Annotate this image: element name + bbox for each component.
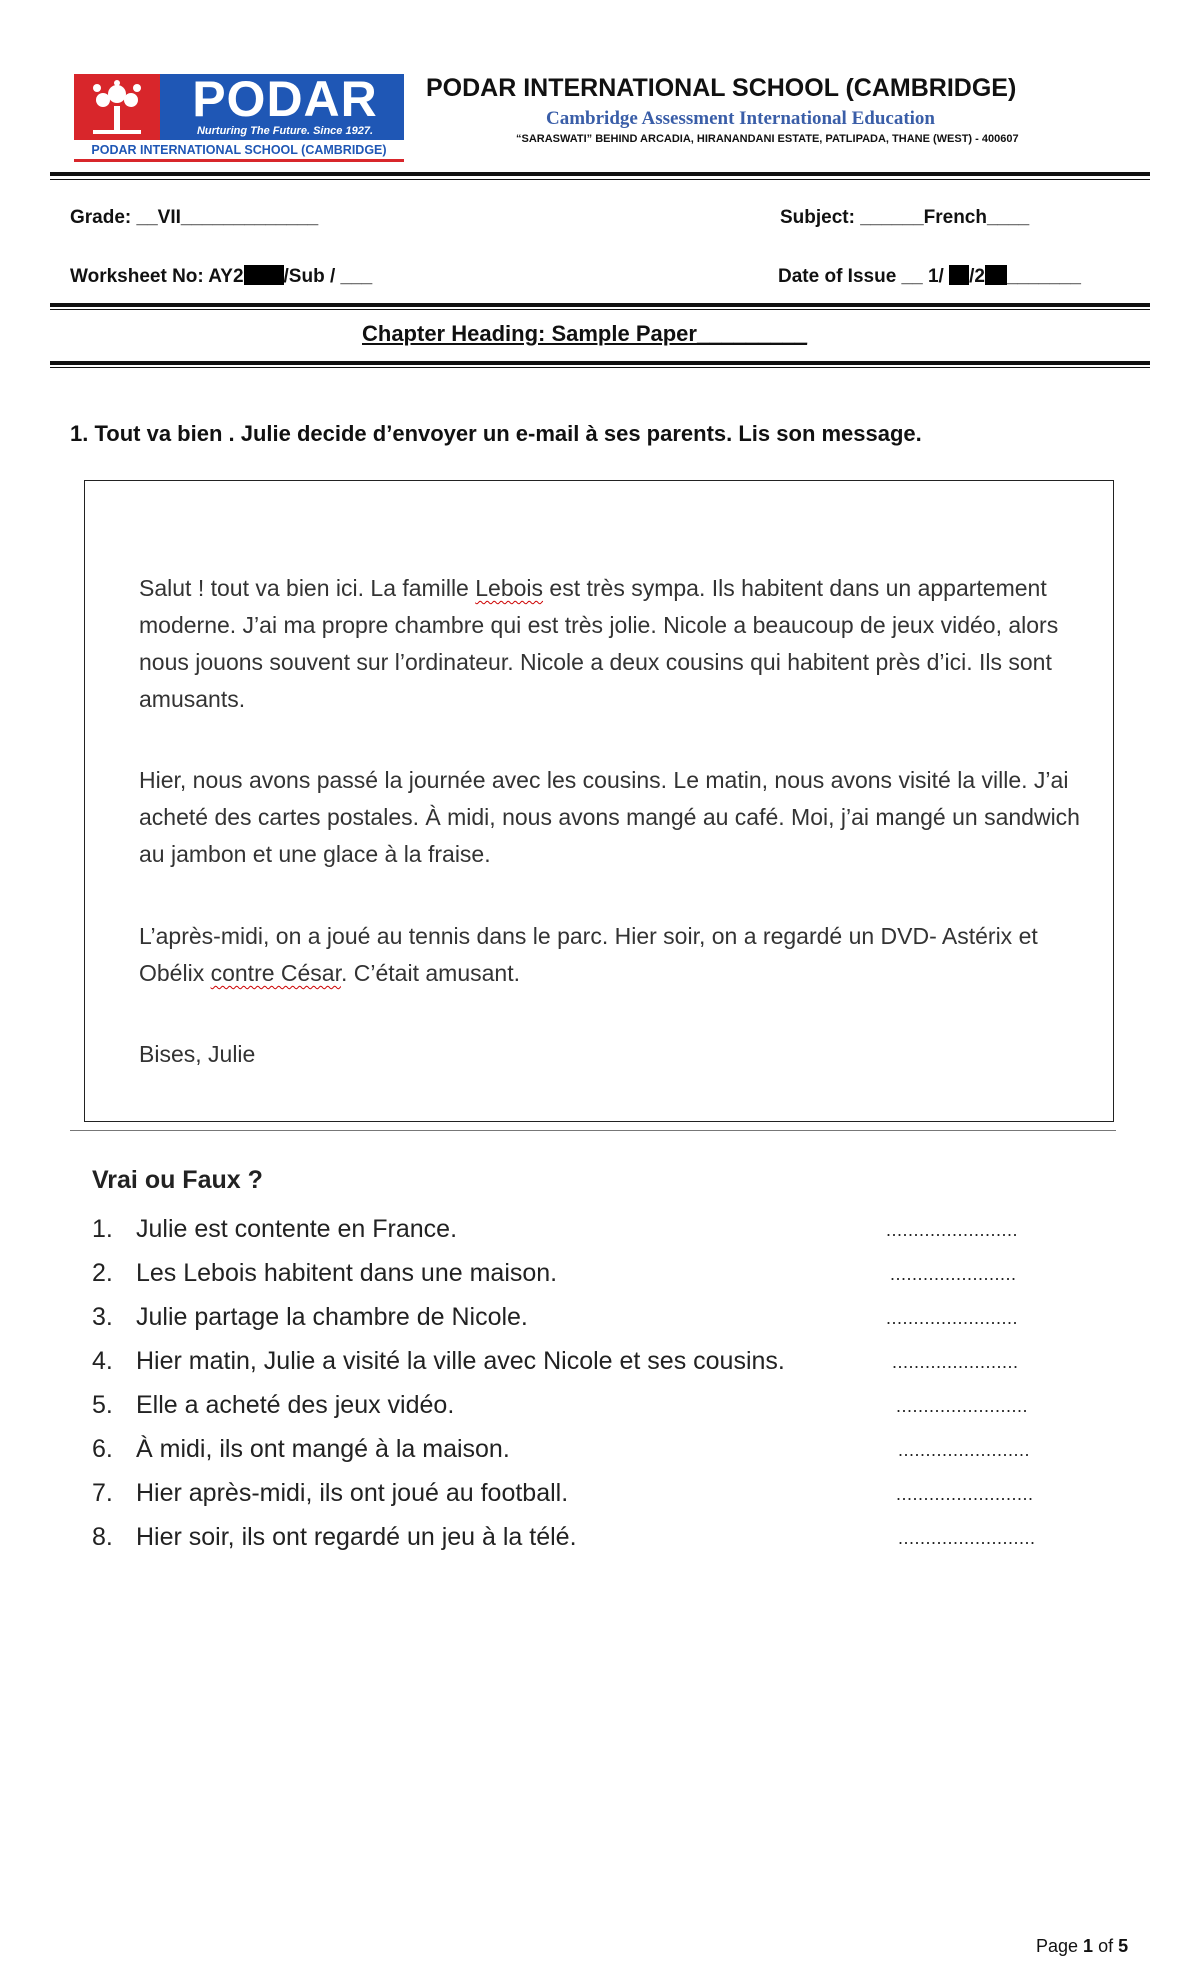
list-item bbox=[92, 1303, 528, 1332]
spellcheck-phrase: contre César bbox=[210, 960, 341, 986]
answer-blank[interactable]: ........................ bbox=[896, 1396, 1029, 1416]
chapter-divider bbox=[50, 361, 1150, 365]
item-statement: Elle a acheté des jeux vidéo. bbox=[136, 1391, 455, 1419]
current-page: 1 bbox=[1083, 1936, 1094, 1956]
redaction-block bbox=[949, 265, 969, 285]
subject-field: Subject: ______French____ bbox=[780, 207, 1030, 228]
email-paragraph-1 bbox=[139, 570, 1099, 718]
exam-board: Cambridge Assessment International Education bbox=[546, 108, 935, 129]
chapter-divider-thin bbox=[50, 367, 1150, 368]
list-item bbox=[92, 1215, 457, 1244]
list-item bbox=[92, 1523, 577, 1552]
answer-blank[interactable]: ......................... bbox=[896, 1484, 1034, 1504]
email-paragraph-3 bbox=[139, 918, 1099, 992]
list-item bbox=[92, 1347, 785, 1376]
answer-blank[interactable]: ........................ bbox=[886, 1220, 1019, 1240]
item-statement: Julie est contente en France. bbox=[136, 1215, 458, 1243]
chapter-heading-trail: _________ bbox=[696, 321, 808, 346]
spellcheck-word: Lebois bbox=[475, 575, 544, 601]
item-statement: Hier matin, Julie a visité la ville avec Nicole et ses cousins. bbox=[136, 1347, 785, 1375]
answer-blank[interactable]: ......................... bbox=[898, 1528, 1036, 1548]
header-divider-thin bbox=[50, 179, 1150, 180]
logo-wordmark: PODAR bbox=[192, 71, 378, 127]
answer-blank[interactable]: ........................ bbox=[886, 1308, 1019, 1328]
email-paragraph-1-end: est très sympa. Ils habitent dans un appartement moderne. J’ai ma propre chambre qui est très jolie. Nicole a beaucoup de jeux vidéo, alors nous jouons souvent sur l’ordinateur. Nicole a deux cousins qui habitent près d’ici. Ils sont amusants. bbox=[139, 575, 1059, 712]
worksheet-number-suffix: /Sub / ___ bbox=[283, 266, 373, 287]
fields-divider-thin bbox=[50, 309, 1150, 310]
list-item bbox=[92, 1259, 557, 1288]
answer-blank[interactable]: ....................... bbox=[892, 1352, 1019, 1372]
answer-blank[interactable]: ........................ bbox=[898, 1440, 1031, 1460]
item-statement: Hier soir, ils ont regardé un jeu à la télé. bbox=[136, 1523, 577, 1551]
redaction-block bbox=[244, 265, 284, 285]
chapter-heading-label: Chapter Heading: Sample Paper bbox=[362, 321, 697, 346]
worksheet-number-field bbox=[70, 265, 372, 288]
date-middle: /2 bbox=[969, 266, 985, 287]
item-number: 1. bbox=[92, 1215, 113, 1243]
true-false-title: Vrai ou Faux ? bbox=[92, 1166, 263, 1194]
section-separator bbox=[70, 1130, 1116, 1131]
school-title: PODAR INTERNATIONAL SCHOOL (CAMBRIDGE) bbox=[426, 74, 1017, 102]
date-prefix: Date of Issue __ 1/ bbox=[778, 266, 950, 287]
date-of-issue-field bbox=[778, 265, 1081, 288]
item-statement: Les Lebois habitent dans une maison. bbox=[136, 1259, 558, 1287]
email-message-box bbox=[84, 480, 1114, 1122]
email-paragraph-1-start: Salut ! tout va bien ici. La famille bbox=[139, 575, 476, 601]
email-paragraph-2: Hier, nous avons passé la journée avec les cousins. Le matin, nous avons visité la ville. J’ai acheté des cartes postales. À midi, nous avons mangé au café. Moi, j’ai mangé un sandwich au jambon et une glace à la fraise. bbox=[139, 767, 1080, 867]
fields-divider bbox=[50, 303, 1150, 307]
answer-blank[interactable]: ....................... bbox=[890, 1264, 1017, 1284]
item-statement: À midi, ils ont mangé à la maison. bbox=[136, 1435, 510, 1463]
item-number: 2. bbox=[92, 1259, 113, 1287]
item-number: 3. bbox=[92, 1303, 113, 1331]
item-number: 8. bbox=[92, 1523, 113, 1551]
email-paragraph-3-start: L’après-midi, on a joué au tennis dans le parc. Hier soir, on a regardé un DVD- Astérix et Obélix bbox=[139, 923, 1038, 986]
page-label: Page bbox=[1036, 1936, 1084, 1956]
logo-school-name: PODAR INTERNATIONAL SCHOOL (CAMBRIDGE) bbox=[91, 143, 387, 157]
header-divider bbox=[50, 172, 1150, 176]
list-item bbox=[92, 1479, 568, 1508]
item-number: 5. bbox=[92, 1391, 113, 1419]
chapter-heading bbox=[362, 321, 807, 347]
item-statement: Julie partage la chambre de Nicole. bbox=[136, 1303, 528, 1331]
school-address: “SARASWATI” BEHIND ARCADIA, HIRANANDANI ESTATE, PATLIPADA, THANE (WEST) - 400607 bbox=[516, 133, 1019, 145]
email-paragraph-3-end: . C’était amusant. bbox=[341, 960, 520, 986]
item-number: 4. bbox=[92, 1347, 113, 1375]
worksheet-number-prefix: Worksheet No: AY2 bbox=[70, 266, 244, 287]
grade-field: Grade: __VII_____________ bbox=[70, 207, 319, 228]
list-item bbox=[92, 1391, 454, 1420]
question-1-prompt: 1. Tout va bien . Julie decide d’envoyer un e-mail à ses parents. Lis son message. bbox=[70, 421, 922, 446]
logo-underline bbox=[74, 159, 404, 162]
list-item bbox=[92, 1435, 510, 1464]
item-number: 6. bbox=[92, 1435, 113, 1463]
tree-icon bbox=[74, 74, 160, 140]
total-pages: 5 bbox=[1118, 1936, 1129, 1956]
item-number: 7. bbox=[92, 1479, 113, 1507]
item-statement: Hier après-midi, ils ont joué au football. bbox=[136, 1479, 569, 1507]
page-number bbox=[1036, 1936, 1128, 1957]
of-label: of bbox=[1093, 1936, 1119, 1956]
redaction-block bbox=[985, 265, 1007, 285]
school-logo bbox=[74, 71, 404, 162]
logo-tagline: Nurturing The Future. Since 1927. bbox=[196, 125, 374, 137]
date-suffix: _______ bbox=[1006, 266, 1081, 287]
email-signoff: Bises, Julie bbox=[139, 1041, 256, 1067]
